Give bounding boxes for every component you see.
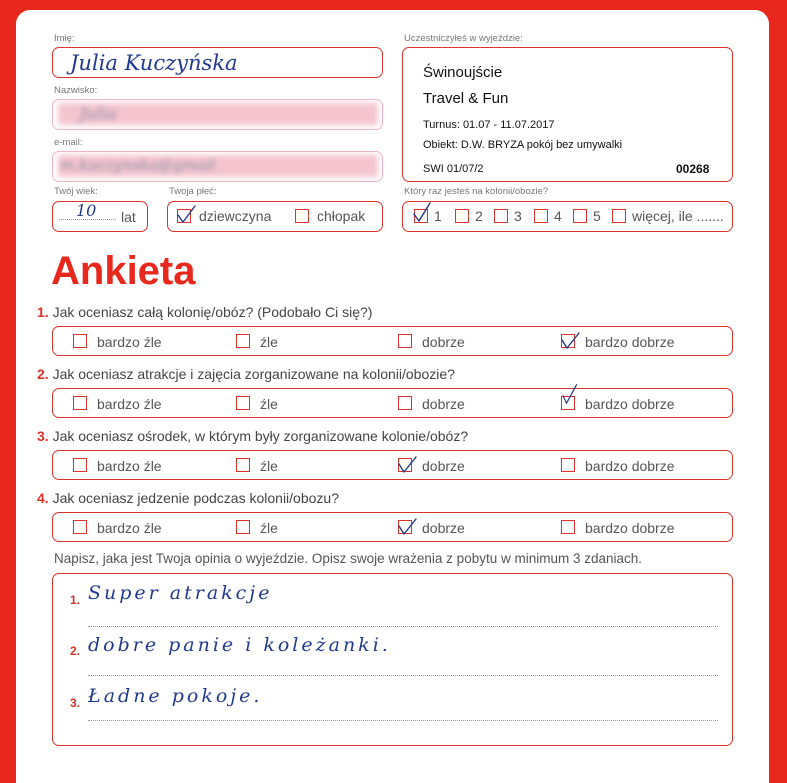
q1-checkbox-good[interactable] — [398, 334, 412, 348]
question-2 — [37, 366, 455, 382]
q4-option-very-good: bardzo dobrze — [585, 520, 675, 536]
q2-checkbox-very-bad[interactable] — [73, 396, 87, 410]
q3-checkbox-good[interactable] — [398, 458, 412, 472]
opinion-line-1 — [88, 626, 718, 627]
times-checkbox-4[interactable] — [534, 209, 548, 223]
times-checkbox-5[interactable] — [573, 209, 587, 223]
q1-option-good: dobrze — [422, 334, 465, 350]
q1-checkbox-very-bad[interactable] — [73, 334, 87, 348]
question-1-number: 1. — [37, 304, 49, 320]
email-value: m.kuczynska@gmail — [60, 156, 216, 174]
question-3-text: Jak oceniasz ośrodek, w którym były zorganizowane kolonie/obóz? — [52, 428, 469, 444]
q1-checkbox-very-good[interactable] — [561, 334, 575, 348]
q4-checkbox-bad[interactable] — [236, 520, 250, 534]
question-2-text: Jak oceniasz atrakcje i zajęcia zorganizowane na kolonii/obozie? — [52, 366, 455, 382]
q2-option-very-good: bardzo dobrze — [585, 396, 675, 412]
q3-option-very-bad: bardzo źle — [97, 458, 162, 474]
question-4-number: 4. — [37, 490, 49, 506]
opinion-line-2 — [88, 675, 718, 676]
opinion-number-2: 2. — [70, 644, 81, 658]
q3-option-good: dobrze — [422, 458, 465, 474]
times-checkbox-more[interactable] — [612, 209, 626, 223]
q3-checkbox-very-bad[interactable] — [73, 458, 87, 472]
times-option-3: 3 — [514, 208, 522, 224]
opinion-line-3 — [88, 720, 718, 721]
q3-option-very-good: bardzo dobrze — [585, 458, 675, 474]
opinion-number-1: 1. — [70, 593, 81, 607]
question-2-number: 2. — [37, 366, 49, 382]
gender-checkbox-boy[interactable] — [295, 209, 309, 223]
times-option-4: 4 — [554, 208, 562, 224]
gender-checkbox-girl[interactable] — [177, 209, 191, 223]
opinion-number-3: 3. — [70, 696, 81, 710]
trip-label: Uczestniczyłeś w wyjeździe: — [404, 33, 523, 44]
q1-option-bad: źle — [260, 334, 278, 350]
question-4-text: Jak oceniasz jedzenie podczas kolonii/obozu? — [52, 490, 339, 506]
trip-object: Obiekt: D.W. BRYZA pokój bez umywalki — [423, 139, 623, 151]
opinion-answer-3: Ładne pokoje. — [88, 685, 263, 707]
q2-checkbox-bad[interactable] — [236, 396, 250, 410]
name-value: Julia Kuczyńska — [70, 51, 238, 75]
gender-label: Twoja płeć: — [169, 186, 217, 197]
age-label: Twój wiek: — [54, 186, 98, 197]
q2-option-very-bad: bardzo źle — [97, 396, 162, 412]
q2-checkbox-good[interactable] — [398, 396, 412, 410]
q1-option-very-bad: bardzo źle — [97, 334, 162, 350]
times-option-5: 5 — [593, 208, 601, 224]
name-label: Imię: — [54, 33, 75, 44]
question-1-text: Jak oceniasz całą kolonię/obóz? (Podobało Ci się?) — [52, 304, 373, 320]
surname-value: Julia — [80, 104, 117, 123]
opinion-answer-2: dobre panie i koleżanki. — [88, 634, 391, 656]
survey-title: Ankieta — [51, 249, 196, 293]
email-label: e-mail: — [54, 137, 83, 148]
times-option-2: 2 — [475, 208, 483, 224]
trip-code: SWI 01/07/2 — [423, 163, 484, 175]
gender-option-girl: dziewczyna — [199, 208, 272, 224]
q2-option-good: dobrze — [422, 396, 465, 412]
times-option-1: 1 — [434, 208, 442, 224]
question-3-number: 3. — [37, 428, 49, 444]
question-3 — [37, 428, 468, 444]
q1-option-very-good: bardzo dobrze — [585, 334, 675, 350]
trip-number: 00268 — [676, 162, 710, 176]
q3-checkbox-bad[interactable] — [236, 458, 250, 472]
age-value: 10 — [76, 201, 97, 220]
question-1 — [37, 304, 372, 320]
times-checkbox-2[interactable] — [455, 209, 469, 223]
q4-option-bad: źle — [260, 520, 278, 536]
gender-option-boy: chłopak — [317, 208, 366, 224]
times-checkbox-3[interactable] — [494, 209, 508, 223]
trip-organizer: Travel & Fun — [423, 90, 509, 107]
opinion-answer-1: Super atrakcje — [88, 582, 273, 604]
q3-option-bad: źle — [260, 458, 278, 474]
q2-checkbox-very-good[interactable] — [561, 396, 575, 410]
times-checkbox-1[interactable] — [414, 209, 428, 223]
surname-label: Nazwisko: — [54, 85, 98, 96]
q1-checkbox-bad[interactable] — [236, 334, 250, 348]
q4-option-good: dobrze — [422, 520, 465, 536]
q4-option-very-bad: bardzo źle — [97, 520, 162, 536]
times-label: Który raz jesteś na kolonii/obozie? — [404, 186, 549, 197]
opinion-prompt: Napisz, jaka jest Twoja opinia o wyjeździe. Opisz swoje wrażenia z pobytu w minimum 3 zdaniach. — [54, 551, 643, 566]
times-option-more: więcej, ile ....... — [632, 208, 724, 224]
q4-checkbox-very-good[interactable] — [561, 520, 575, 534]
q4-checkbox-good[interactable] — [398, 520, 412, 534]
trip-turnus: Turnus: 01.07 - 11.07.2017 — [423, 119, 555, 131]
age-unit: lat — [121, 209, 136, 225]
trip-city: Świnoujście — [423, 64, 503, 81]
q4-checkbox-very-bad[interactable] — [73, 520, 87, 534]
q3-checkbox-very-good[interactable] — [561, 458, 575, 472]
question-4 — [37, 490, 339, 506]
q2-option-bad: źle — [260, 396, 278, 412]
